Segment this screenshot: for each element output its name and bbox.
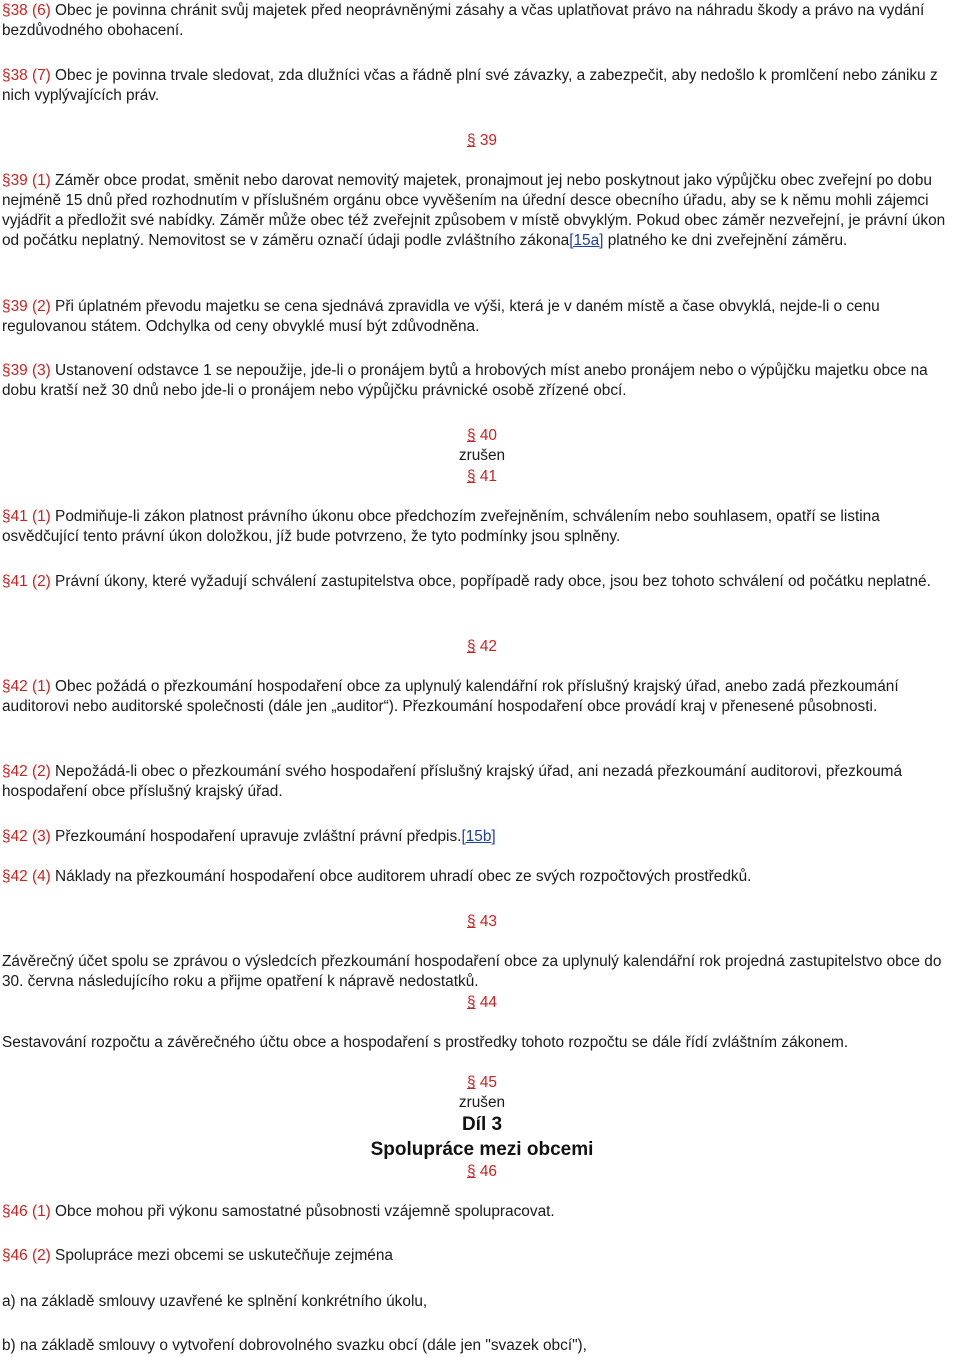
paragraph-text: Při úplatném převodu majetku se cena sjednává zpravidla ve výši, která je v daném místě a čase obvyklá, nejde-li o cenu regulovanou státem. Odchylka od ceny obvyklé musí být zdůvodněna. [2, 298, 880, 335]
section-heading-43[interactable] [0, 912, 960, 932]
paragraph-ref[interactable]: 38 (7) [10, 67, 51, 84]
paragraph-text: Obce mohou při výkonu samostatné působnosti vzájemně spolupracovat. [50, 1203, 555, 1220]
paragraph-ref[interactable]: 38 (6) [10, 2, 51, 19]
part-subtitle: Spolupráce mezi obcemi [370, 1139, 594, 1160]
list-item-b: b) na základě smlouvy o vytvoření dobrovolného svazku obcí (dále jen "svazek obcí"), [2, 1337, 587, 1354]
section-heading-44[interactable] [0, 993, 960, 1013]
section-ref-icon[interactable]: § [2, 678, 11, 695]
section-ref-icon[interactable]: § [2, 573, 11, 590]
paragraph-38-6 [2, 1, 957, 41]
paragraph-text: Právní úkony, které vyžadují schválení zastupitelstva obce, popřípadě rady obce, jsou bez tohoto schválení od počátku neplatné. [50, 573, 931, 590]
paragraph-43: Závěrečný účet spolu se zprávou o výsledcích přezkoumání hospodaření obce za uplynulý kalendářní rok projedná zastupitelstvo obce do 30. června následujícího roku a přijme opatření k nápravě nedostatků. [2, 953, 942, 990]
footnote-link-15b[interactable]: [15b] [461, 828, 496, 845]
paragraph-39-3 [2, 361, 957, 401]
section-number: 41 [475, 468, 497, 485]
footnote-link-15a[interactable]: [15a] [569, 232, 604, 249]
paragraph-44: Sestavování rozpočtu a závěrečného účtu obce a hospodaření s prostředky tohoto rozpočtu se dále řídí zvláštním zákonem. [2, 1034, 849, 1051]
paragraph-text: Podmiňuje-li zákon platnost právního úkonu obce předchozím zveřejněním, schválením nebo souhlasem, opatří se listina osvědčující tento právní úkon doložkou, jíž bude potvrzeno, že tyto podmínky jsou splněny. [2, 508, 880, 545]
section-ref-icon[interactable]: § [2, 763, 11, 780]
section-ref-icon[interactable]: § [2, 1247, 11, 1264]
section-heading-40[interactable] [0, 426, 960, 446]
paragraph-39-1 [2, 171, 957, 251]
section-number: 40 [475, 427, 497, 444]
section-symbol-icon: § [467, 1163, 476, 1180]
section-ref-icon[interactable]: § [2, 828, 11, 845]
section-number: 46 [475, 1163, 497, 1180]
paragraph-text: Nepožádá-li obec o přezkoumání svého hospodaření příslušný krajský úřad, ani nezadá přezkoumání auditorovi, přezkoumá hospodaření obce příslušný krajský úřad. [2, 763, 903, 800]
paragraph-text: Náklady na přezkoumání hospodaření obce auditorem uhradí obec ze svých rozpočtových prostředků. [50, 868, 752, 885]
paragraph-text: Obec je povinna chránit svůj majetek před neoprávněnými zásahy a včas uplatňovat právo na náhradu škody a právo na vydání bezdůvodného obohacení. [2, 2, 925, 39]
section-number: 43 [475, 913, 497, 930]
paragraph-42-4 [2, 867, 957, 887]
paragraph-ref[interactable]: 46 (1) [10, 1203, 51, 1220]
paragraph-ref[interactable]: 42 (4) [10, 868, 51, 885]
paragraph-text: Obec požádá o přezkoumání hospodaření obce za uplynulý kalendářní rok příslušný krajský úřad, anebo zadá přezkoumání auditorovi nebo auditorské společnosti (dále jen „auditor“). Přezkoumání hospodaření obce provádí kraj v přenesené působnosti. [2, 678, 899, 715]
paragraph-text: Obec je povinna trvale sledovat, zda dlužníci včas a řádně plní své závazky, a zabezpečit, aby nedošlo k promlčení nebo zániku z nich vyplývajících práv. [2, 67, 938, 104]
section-heading-39[interactable] [0, 131, 960, 151]
paragraph-ref[interactable]: 39 (1) [10, 172, 51, 189]
paragraph-text: Ustanovení odstavce 1 se nepoužije, jde-li o pronájem bytů a hrobových míst anebo pronájem nebo o výpůjčku majetku obce na dobu kratší než 30 dnů nebo jde-li o pronájem nebo výpůjčku právnické osobě zřízené obcí. [2, 362, 928, 399]
section-symbol-icon: § [467, 468, 476, 485]
paragraph-ref[interactable]: 42 (1) [10, 678, 51, 695]
list-item-a: a) na základě smlouvy uzavřené ke splnění konkrétního úkolu, [2, 1293, 428, 1310]
paragraph-text: Záměr obce prodat, směnit nebo darovat nemovitý majetek, pronajmout jej nebo poskytnout jako výpůjčku obec zveřejní po dobu nejméně 15 dnů před rozhodnutím v příslušném orgánu obce vyvěšením na úřední desce obecního úřadu, aby se k němu mohli zájemci vyjádřit a předložit své nabídky. Záměr může obec též zveřejnit způsobem v místě obvyklým. Pokud obec záměr nezveřejní, je právní úkon od počátku neplatný. Nemovitost se v záměru označí údaji podle zvláštního zákona [2, 172, 946, 249]
paragraph-46-2 [2, 1246, 957, 1266]
section-symbol-icon: § [467, 132, 476, 149]
section-symbol-icon: § [467, 913, 476, 930]
section-ref-icon[interactable]: § [2, 172, 11, 189]
section-ref-icon[interactable]: § [2, 1203, 11, 1220]
paragraph-ref[interactable]: 42 (2) [10, 763, 51, 780]
paragraph-41-2 [2, 572, 957, 592]
paragraph-ref[interactable]: 41 (1) [10, 508, 51, 525]
section-ref-icon[interactable]: § [2, 2, 11, 19]
paragraph-41-1 [2, 507, 957, 547]
section-ref-icon[interactable]: § [2, 362, 11, 379]
section-number: 44 [475, 994, 497, 1011]
paragraph-42-1 [2, 677, 957, 717]
section-symbol-icon: § [467, 994, 476, 1011]
section-ref-icon[interactable]: § [2, 298, 11, 315]
paragraph-ref[interactable]: 41 (2) [10, 573, 51, 590]
paragraph-42-2 [2, 762, 957, 802]
section-ref-icon[interactable]: § [2, 508, 11, 525]
section-symbol-icon: § [467, 638, 476, 655]
paragraph-42-3 [2, 827, 957, 847]
paragraph-38-7 [2, 66, 957, 106]
section-symbol-icon: § [467, 1074, 476, 1091]
paragraph-text: Spolupráce mezi obcemi se uskutečňuje zejména [50, 1247, 393, 1264]
paragraph-46-1 [2, 1202, 957, 1222]
section-heading-42[interactable] [0, 637, 960, 657]
paragraph-ref[interactable]: 39 (2) [10, 298, 51, 315]
part-title: Díl 3 [461, 1114, 503, 1135]
section-ref-icon[interactable]: § [2, 868, 11, 885]
paragraph-ref[interactable]: 46 (2) [10, 1247, 51, 1264]
paragraph-ref[interactable]: 39 (3) [10, 362, 51, 379]
paragraph-text: Přezkoumání hospodaření upravuje zvláštní právní předpis. [50, 828, 462, 845]
section-40-status: zrušen [458, 447, 506, 464]
section-heading-46[interactable] [0, 1162, 960, 1182]
section-number: 39 [475, 132, 497, 149]
section-ref-icon[interactable]: § [2, 67, 11, 84]
paragraph-39-2 [2, 297, 957, 337]
section-heading-41[interactable] [0, 467, 960, 487]
section-number: 45 [475, 1074, 497, 1091]
section-45-status: zrušen [458, 1094, 506, 1111]
paragraph-text-tail: platného ke dni zveřejnění záměru. [603, 232, 848, 249]
paragraph-ref[interactable]: 42 (3) [10, 828, 51, 845]
section-heading-45[interactable] [0, 1073, 960, 1093]
section-number: 42 [475, 638, 497, 655]
section-symbol-icon: § [467, 427, 476, 444]
